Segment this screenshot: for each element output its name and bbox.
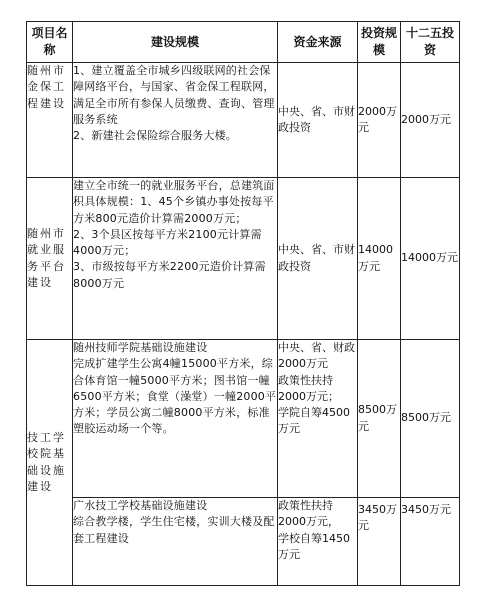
- source-line: 学院自筹4500万元: [278, 406, 350, 436]
- table-row: [27, 498, 460, 586]
- invest-cell: 8500万元: [358, 340, 401, 498]
- table-row: [27, 340, 460, 498]
- scope-line: 1、建立覆盖全市城乡四级联网的社会保障网络平台，与国家、省金保工程联网，满足全市所有参保人员缴费、查询、管理服务系统: [73, 64, 275, 126]
- header-row: [27, 22, 460, 63]
- header-name: 项目名称: [27, 22, 73, 63]
- source-cell: [278, 498, 358, 586]
- project-name-cell: 随州市就业服务平台建设: [27, 178, 73, 340]
- scope-line: 建立全市统一的就业服务平台，总建筑面积具体规模：1、45个乡镇办事处按每平方米800元造价计算需2000万元；: [73, 179, 275, 225]
- project-table: [26, 21, 460, 586]
- scope-line: 完成扩建学生公寓4幢15000平方米，综合体育馆一幢5000平方米；图书馆一幢6500平方米；食堂（澡堂）一幢2000平方米；学员公寓二幢8000平方米，标准塑胶运动场一个等。: [73, 357, 277, 436]
- source-line: 政策性扶持2000万元，: [278, 499, 339, 529]
- source-line: 政策性扶持2000万元；: [278, 373, 339, 403]
- scope-line: 综合教学楼，学生住宅楼，实训大楼及配套工程建设: [73, 515, 275, 545]
- scope-cell: [73, 178, 278, 340]
- table-row: [27, 63, 460, 178]
- header-scope: 建设规模: [73, 22, 278, 63]
- source-line: 中央、省、财政2000万元: [278, 341, 355, 371]
- scope-line: 随州技师学院基础设施建设: [73, 341, 208, 354]
- scope-cell: [73, 63, 278, 178]
- table-row: [27, 178, 460, 340]
- source-line: 学校自筹1450万元: [278, 531, 350, 561]
- invest-cell: 3450万元: [358, 498, 401, 586]
- project-name-cell: 技工学校院基础设施建设: [27, 340, 73, 586]
- project-name-cell: 随州市金保工程建设: [27, 63, 73, 178]
- header-source: 资金来源: [278, 22, 358, 63]
- scope-cell: [73, 340, 278, 498]
- header-plan: 十二五投资: [401, 22, 460, 63]
- scope-line: 3、市级按每平方米2200元造价计算需8000万元: [73, 260, 266, 290]
- header-invest: 投资规模: [358, 22, 401, 63]
- source-cell: [278, 340, 358, 498]
- plan-cell: 14000万元: [401, 178, 460, 340]
- scope-cell: [73, 498, 278, 586]
- plan-cell: 8500万元: [401, 340, 460, 498]
- scope-line: 2、3个县区按每平方米2100元计算需4000万元；: [73, 227, 262, 258]
- invest-cell: 2000万元: [358, 63, 401, 178]
- scope-line: 广水技工学校基础设施建设: [73, 499, 208, 512]
- source-cell: 中央、省、市财政投资: [278, 63, 358, 178]
- source-cell: 中央、省、市财政投资: [278, 178, 358, 340]
- plan-cell: 2000万元: [401, 63, 460, 178]
- scope-line: 2、新建社会保险综合服务大楼。: [73, 129, 237, 143]
- invest-cell: 14000 万元: [358, 178, 401, 340]
- plan-cell: 3450万元: [401, 498, 460, 586]
